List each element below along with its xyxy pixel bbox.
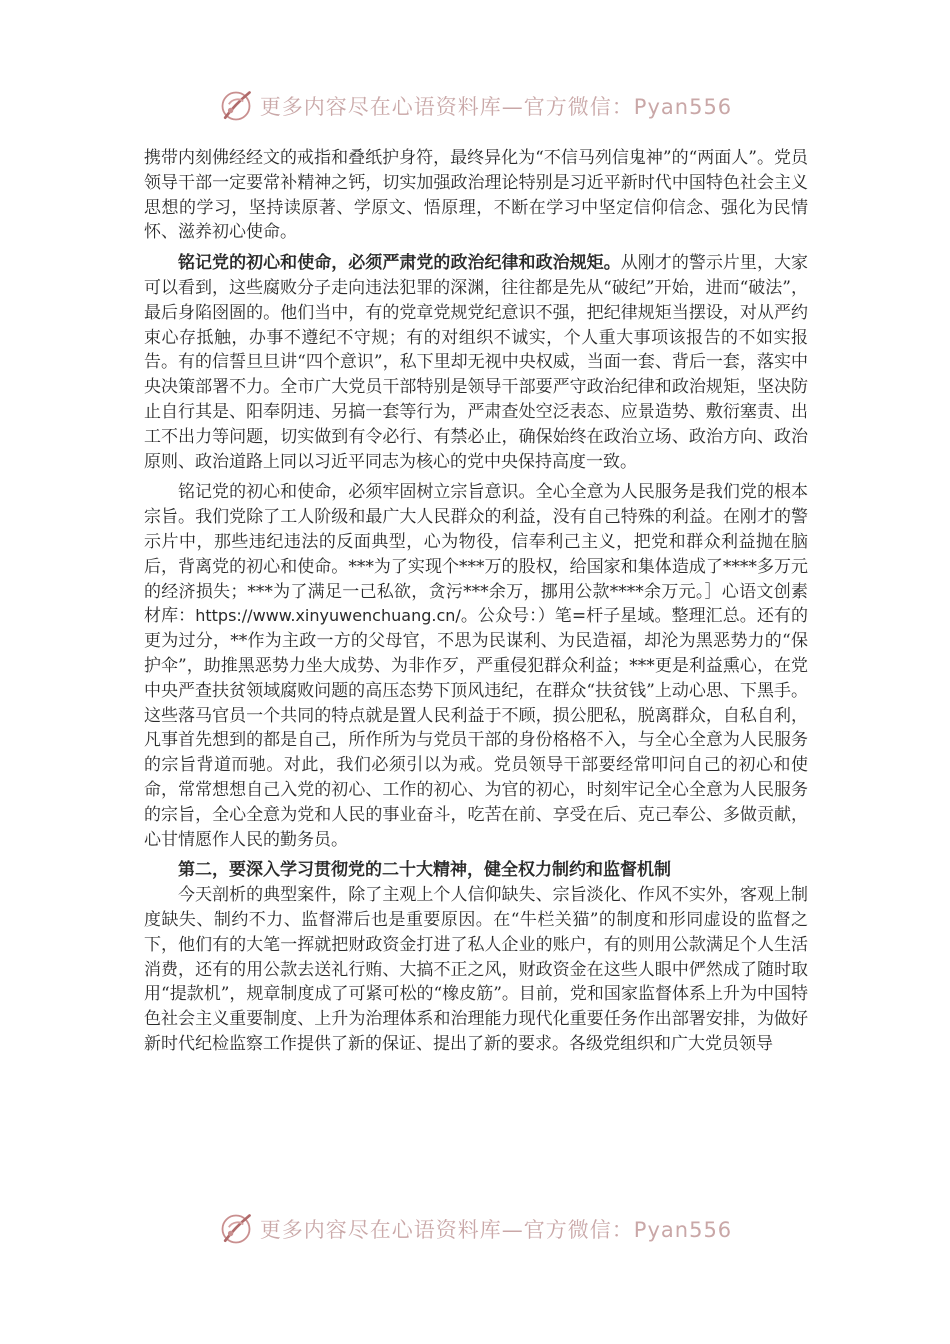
- paragraph-purpose-awareness: [144, 480, 808, 852]
- brand-logo-icon: [218, 88, 254, 124]
- document-body: [144, 146, 808, 1057]
- paragraph-text-part-a: 铭记党的初心和使命，必须牢固树立宗旨意识。全心全意为人民服务是我们党的根本宗旨。我们党除了工人阶级和最广大人民群众的利益，没有自己特殊的利益。在刚才的警示片中，那些违纪违法的反面典型，心为物役，信奉利己主义，把党和群众利益抛在脑后，背离党的初心和使命。***为了实现个***万的股权，给国家和集体造成了****多万元的经济损失；***为了满足一己私欲，贪污***余万，挪用公款****余万元。］心语文创素材库：: [144, 482, 808, 627]
- paragraph-continuation: 携带内刻佛经经文的戒指和叠纸护身符，最终异化为“不信马列信鬼神”的“两面人”。党员领导干部一定要常补精神之钙，切实加强政治理论特别是习近平新时代中国特色社会主义思想的学习，坚持读原著、学原文、悟原理，不断在学习中坚定信仰信念、强化为民情怀、滋养初心使命。: [144, 148, 808, 243]
- watermark-text: 更多内容尽在心语资料库—官方微信：Pyan556: [259, 1218, 733, 1242]
- paragraph-body: 从刚才的警示片里，大家可以看到，这些腐败分子走向违法犯罪的深渊，往往都是先从“破纪”开始，进而“破法”，最后身陷囹圄的。他们当中，有的党章党规党纪意识不强，把纪律规矩当摆设，对从严约束心存抵触，办事不遵纪不守规；有的对组织不诚实，个人重大事项该报告的不如实报告。有的信誓旦旦讲“四个意识”，私下里却无视中央权威，当面一套、背后一套，落实中央决策部署不力。全市广大党员干部特别是领导干部要严守政治纪律和政治规矩，坚决防止自行其是、阳奉阴违、另搞一套等行为，严肃查处空泛表态、应景造势、敷衍塞责、出工不出力等问题，切实做到有令必行、有禁必止，确保始终在政治立场、政治方向、政治原则、政治道路上同以习近平同志为核心的党中央保持高度一致。: [144, 253, 809, 472]
- section-heading: 第二，要深入学习贯彻党的二十大精神，健全权力制约和监督机制: [178, 860, 671, 881]
- paragraph-political-discipline: [144, 251, 808, 474]
- brand-logo-icon: [218, 1211, 254, 1247]
- paragraph-lead-sentence: 铭记党的初心和使命，必须严肃党的政治纪律和政治规矩。: [178, 253, 621, 274]
- paragraph-text-part-b: 。公众号：）笔=杆子星域。整理汇总。还有的更为过分，**作为主政一方的父母官，不思为民谋利、为民造福，却沦为黑恶势力的“保护伞”，助推黑恶势力坐大成势、为非作歹，严重侵犯群众利益；***更是利益熏心，在党中央严查扶贫领域腐败问题的高压态势下顶风违纪，在群众“扶贫钱”上动心思、下黑手。这些落马官员一个共同的特点就是置人民利益于不顾，损公肥私，脱离群众，自私自利，凡事首先想到的都是自己，所作所为与党员干部的身份格格不入，与全心全意为人民服务的宗旨背道而驰。对此，我们必须引以为戒。党员领导干部要经常叩问自己的初心和使命，常常想想自己入党的初心、工作的初心、为官的初心，时刻牢记全心全意为人民服务的宗旨，全心全意为党和人民的事业奋斗，吃苦在前、享受在后、克己奉公、多做贡献，心甘情愿作人民的勤务员。: [144, 606, 809, 850]
- website-url-text: https://www.xinyuwenchuang.cn/: [195, 606, 461, 626]
- footer-watermark: [0, 1209, 950, 1249]
- watermark-text: 更多内容尽在心语资料库—官方微信：Pyan556: [259, 95, 733, 119]
- paragraph-case-analysis: 今天剖析的典型案件，除了主观上个人信仰缺失、宗旨淡化、作风不实外，客观上制度缺失、制约不力、监督滞后也是重要原因。在“牛栏关猫”的制度和形同虚设的监督之下，他们有的大笔一挥就把财政资金打进了私人企业的账户，有的则用公款满足个人生活消费，还有的用公款去送礼行贿、大搞不正之风，财政资金在这些人眼中俨然成了随时取用“提款机”，规章制度成了可紧可松的“橡皮筋”。目前，党和国家监督体系上升为中国特色社会主义重要制度、上升为治理体系和治理能力现代化重要任务作出部署安排，为做好新时代纪检监察工作提供了新的保证、提出了新的要求。各级党组织和广大党员领导: [144, 885, 808, 1054]
- header-watermark: [0, 86, 950, 126]
